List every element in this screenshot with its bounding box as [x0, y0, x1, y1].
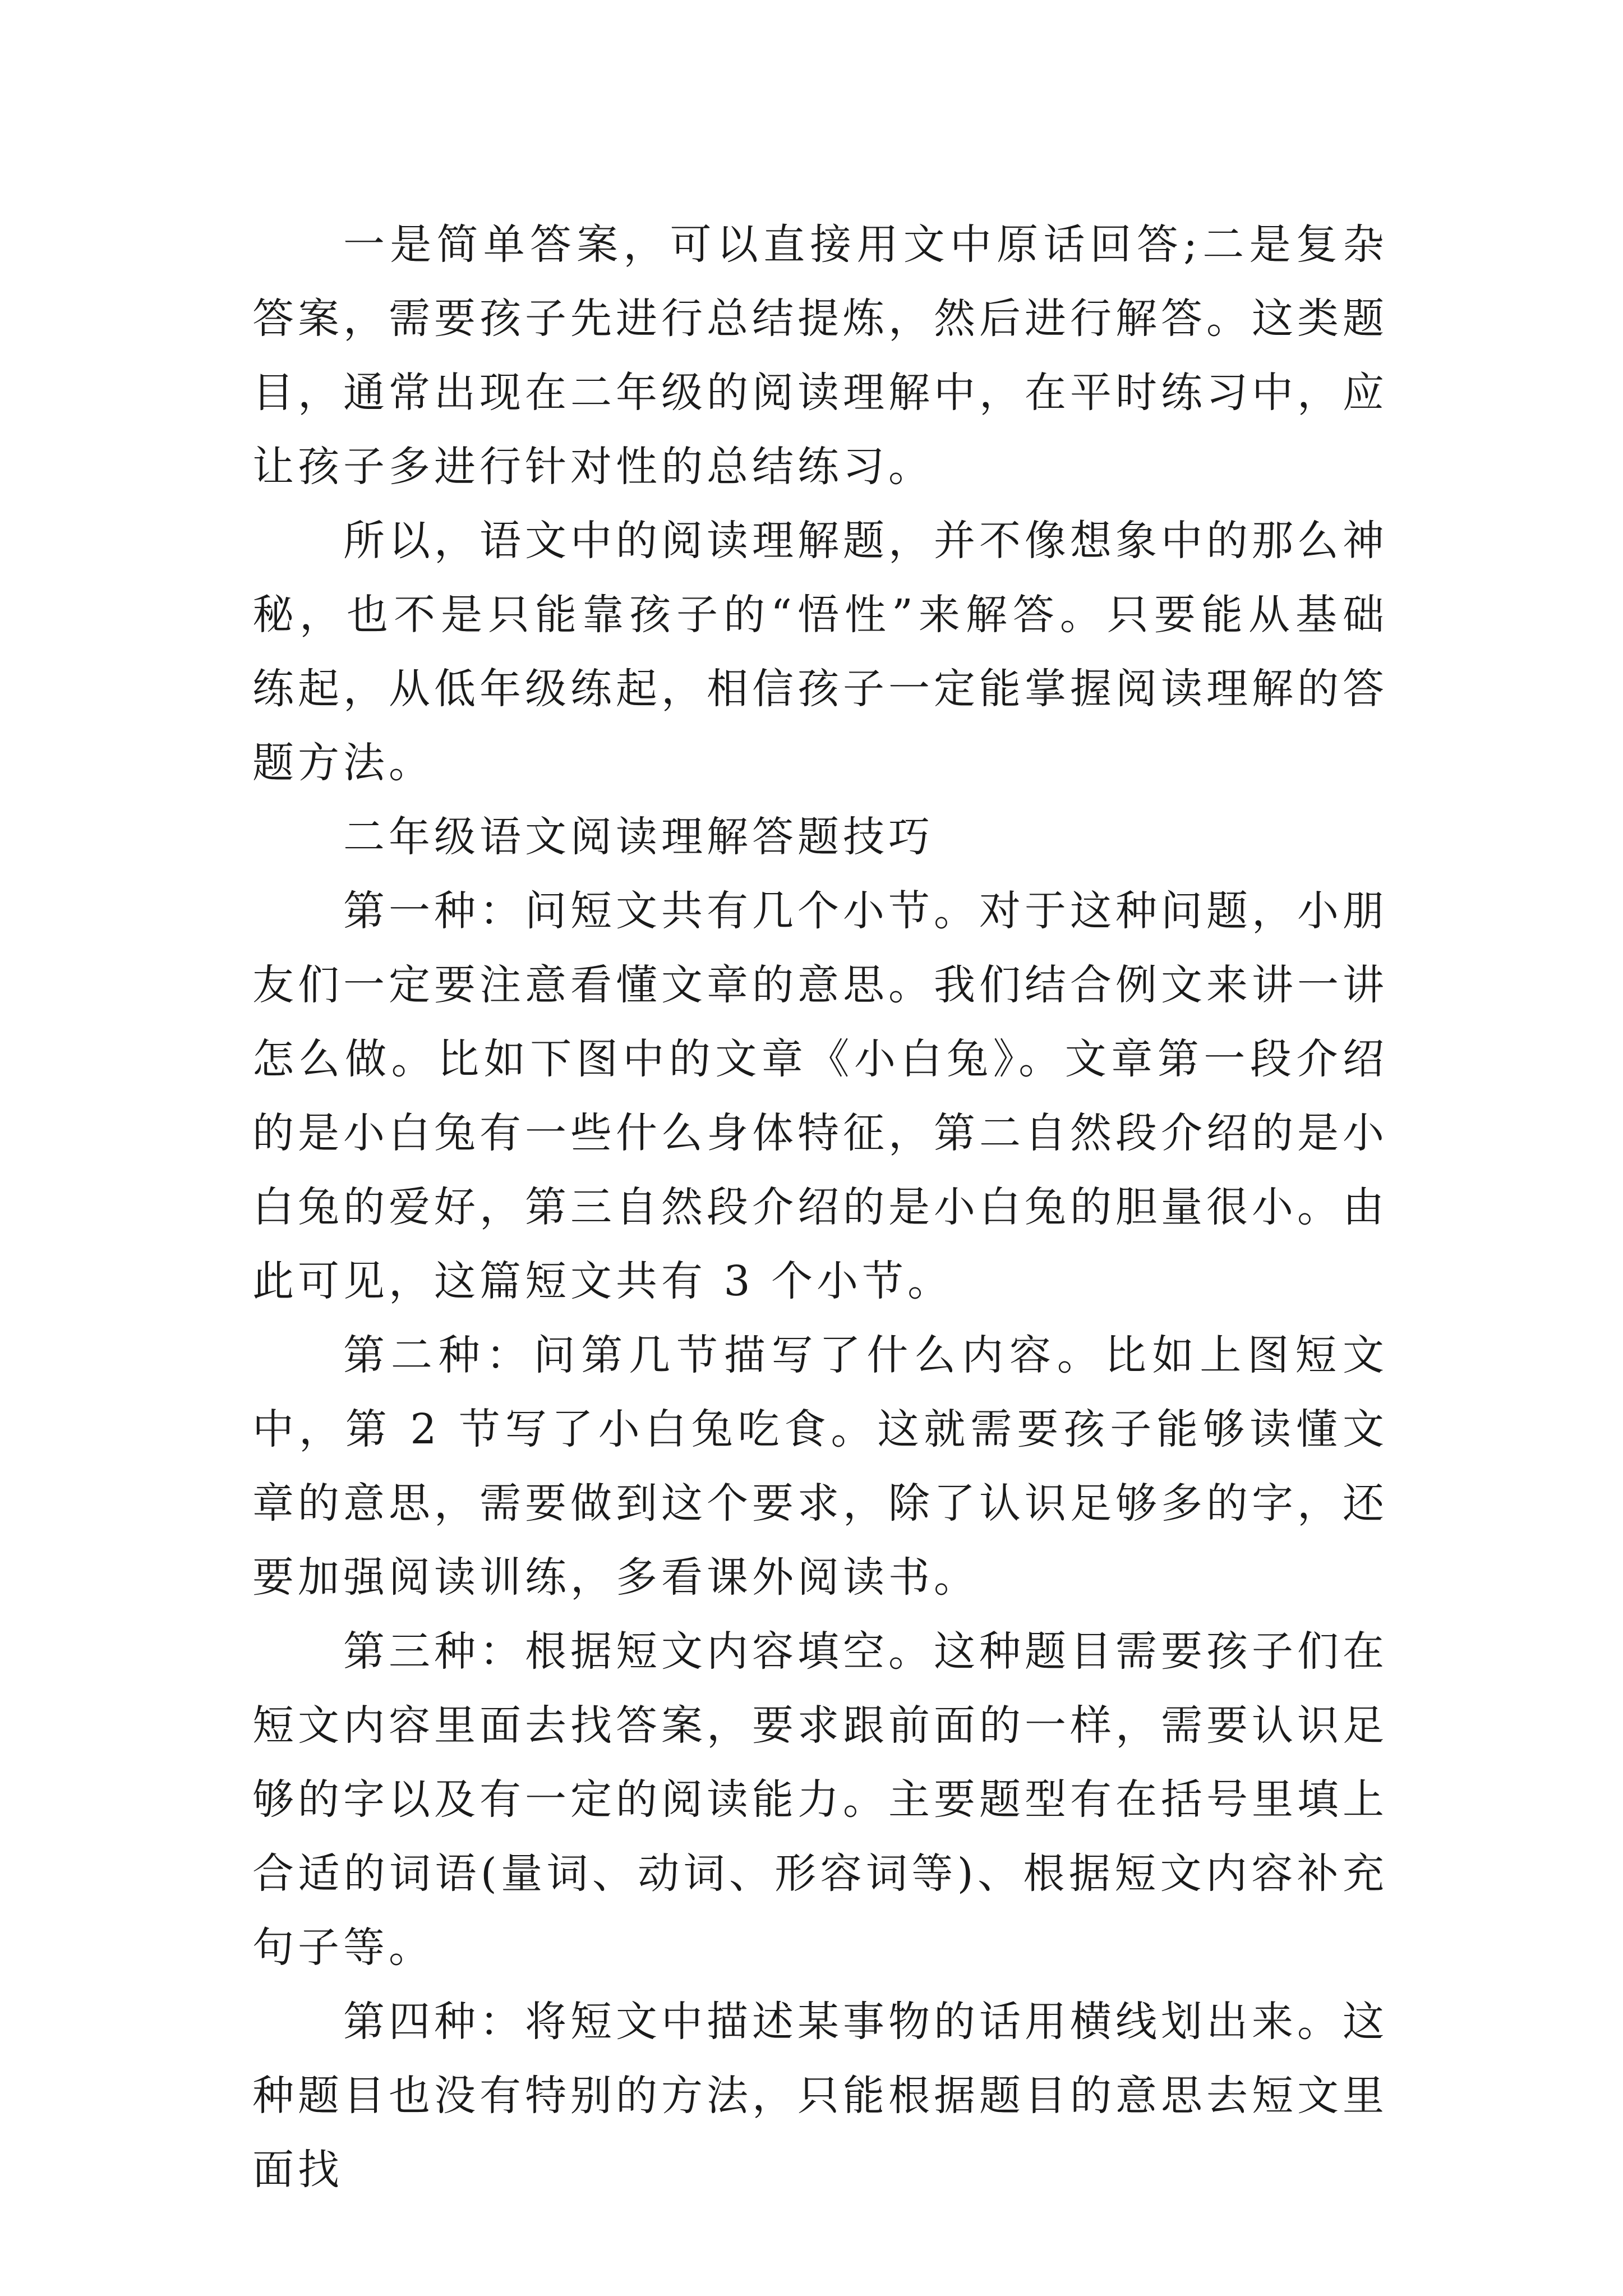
paragraph-answer-types: 一是简单答案，可以直接用文中原话回答;二是复杂答案，需要孩子先进行总结提炼，然后进行解答。这类题目，通常出现在二年级的阅读理解中，在平时练习中，应让孩子多进行针对性的总结练习。	[252, 220, 1388, 491]
paragraph-type-one: 第一种：问短文共有几个小节。对于这种问题，小朋友们一定要注意看懂文章的意思。我们结合例文来讲一讲怎么做。比如下图中的文章《小白兔》。文章第一段介绍的是小白兔有一些什么身体特征，第二自然段介绍的是小白兔的爱好，第三自然段介绍的是小白兔的胆量很小。由此可见，这篇短文共有 3 个小节。	[252, 887, 1388, 1305]
document-body	[252, 208, 1388, 2207]
paragraph-type-four: 第四种：将短文中描述某事物的话用横线划出来。这种题目也没有特别的方法，只能根据题目的意思去短文里面找	[252, 1998, 1388, 2194]
paragraph-type-two: 第二种：问第几节描写了什么内容。比如上图短文中，第 2 节写了小白兔吃食。这就需要孩子能够读懂文章的意思，需要做到这个要求，除了认识足够多的字，还要加强阅读训练，多看课外阅读书。	[252, 1331, 1388, 1602]
paragraph-type-three: 第三种：根据短文内容填空。这种题目需要孩子们在短文内容里面去找答案，要求跟前面的一样，需要认识足够的字以及有一定的阅读能力。主要题型有在括号里填上合适的词语(量词、动词、形容词等)、根据短文内容补充句子等。	[252, 1627, 1388, 1972]
paragraph-conclusion: 所以，语文中的阅读理解题，并不像想象中的那么神秘，也不是只能靠孩子的“悟性”来解答。只要能从基础练起，从低年级练起，相信孩子一定能掌握阅读理解的答题方法。	[252, 517, 1388, 787]
section-heading: 二年级语文阅读理解答题技巧	[343, 813, 934, 861]
